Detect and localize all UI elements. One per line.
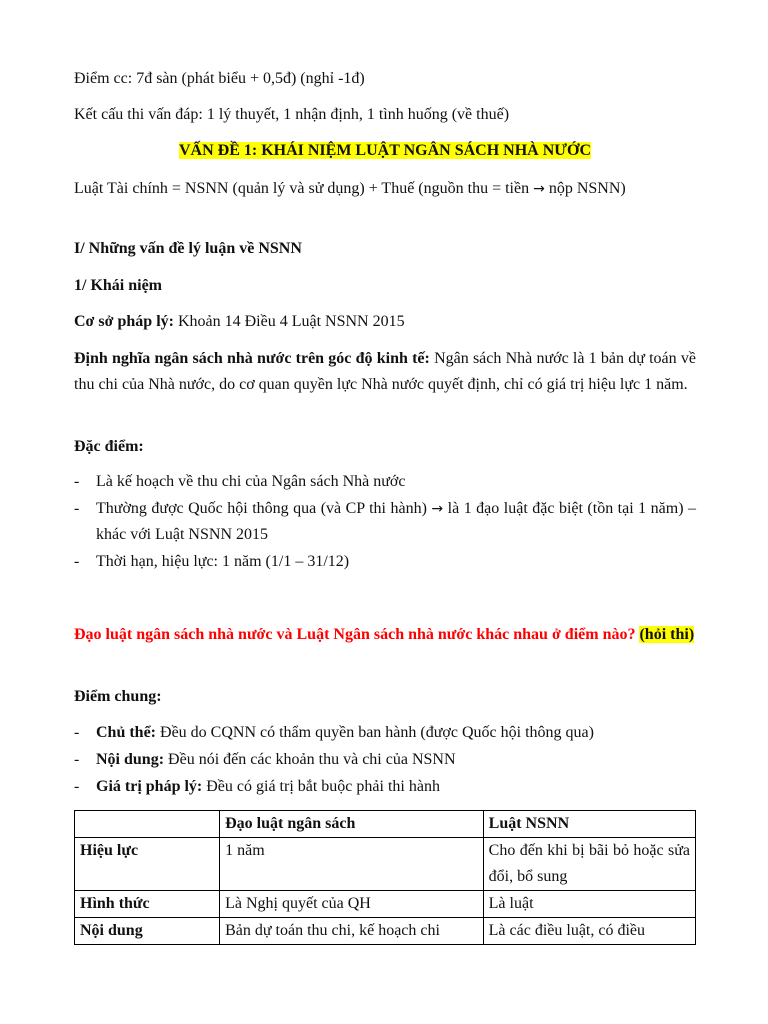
common-point-text: Đều do CQNN có thẩm quyền ban hành (được Quốc hội thông qua) [156, 724, 594, 741]
legal-basis [74, 309, 696, 335]
table-cell: Cho đến khi bị bãi bỏ hoặc sửa đổi, bổ sung [483, 838, 695, 891]
intro-paragraph [74, 176, 696, 202]
definition-label: Định nghĩa ngân sách nhà nước trên góc độ kinh tế: [74, 350, 430, 367]
table-header-cell [75, 811, 220, 838]
subsection-heading: 1/ Khái niệm [74, 277, 163, 294]
list-item [74, 720, 696, 746]
list-item [74, 496, 697, 548]
table-row-label: Hiệu lực [75, 838, 220, 891]
list-item [74, 469, 696, 495]
common-point-label: Nội dung: [96, 751, 165, 768]
table-cell: 1 năm [220, 838, 484, 891]
exam-question-tag: (hỏi thi) [639, 626, 695, 643]
common-point-label: Chủ thể: [96, 724, 157, 741]
table-cell: Là Nghị quyết của QH [220, 891, 484, 918]
list-item [74, 747, 696, 773]
table-cell: Là luật [483, 891, 695, 918]
table-header-row [75, 811, 696, 838]
features-heading: Đặc điểm: [74, 438, 144, 455]
table-row-label: Hình thức [75, 891, 220, 918]
feature-text: Là kế hoạch về thu chi của Ngân sách Nhà nước [96, 473, 406, 490]
bullet-dash: - [74, 778, 80, 795]
table-row-label: Nội dung [75, 918, 220, 945]
intro-after-arrow: nộp NSNN) [548, 180, 626, 197]
legal-basis-label: Cơ sở pháp lý: [74, 313, 174, 330]
common-points-heading: Điểm chung: [74, 688, 162, 705]
feature-text: Thời hạn, hiệu lực: 1 năm (1/1 – 31/12) [96, 553, 350, 570]
bullet-dash: - [74, 751, 80, 768]
right-arrow-icon: → [431, 501, 444, 517]
exam-question-text: Đạo luật ngân sách nhà nước và Luật Ngân sách nhà nước khác nhau ở điểm nào? [74, 626, 636, 643]
bullet-dash: - [74, 473, 80, 490]
bullet-dash: - [74, 553, 80, 570]
score-note: Điểm cc: 7đ sàn (phát biểu + 0,5đ) (nghỉ -1đ) [74, 70, 365, 87]
issue-title [74, 138, 696, 164]
table-header-cell: Đạo luật ngân sách [220, 811, 484, 838]
table-cell: Là các điều luật, có điều [483, 918, 695, 945]
bullet-dash: - [74, 724, 80, 741]
intro-before-arrow: Luật Tài chính = NSNN (quản lý và sử dụng) + Thuế (nguồn thu = tiền [74, 180, 530, 197]
right-arrow-icon: → [533, 181, 545, 197]
comparison-table [74, 810, 696, 945]
bullet-dash: - [74, 500, 80, 517]
issue-title-text: VẤN ĐỀ 1: KHÁI NIỆM LUẬT NGÂN SÁCH NHÀ NƯỚC [178, 142, 591, 159]
definition-text: Ngân sách Nhà nước là 1 bản dự toán về thu chi của Nhà nước, do cơ quan quyền lực Nhà nước quyết định, chỉ có giá trị hiệu lực 1 năm. [74, 350, 696, 393]
table-header-cell: Luật NSNN [483, 811, 695, 838]
exam-structure-note: Kết cấu thi vấn đáp: 1 lý thuyết, 1 nhận định, 1 tình huống (về thuế) [74, 106, 510, 123]
list-item [74, 774, 696, 800]
feature-text-before-arrow: Thường được Quốc hội thông qua (và CP thi hành) [96, 500, 427, 517]
legal-basis-text: Khoản 14 Điều 4 Luật NSNN 2015 [173, 313, 405, 330]
feature-text-after-arrow: là 1 đạo luật đặc biệt (tồn tại 1 năm) – khác với Luật NSNN 2015 [96, 500, 697, 543]
exam-question [74, 622, 696, 648]
common-point-label: Giá trị pháp lý: [96, 778, 203, 795]
common-point-text: Đều có giá trị bắt buộc phải thi hành [202, 778, 440, 795]
definition-paragraph [74, 346, 696, 398]
table-row [75, 918, 696, 945]
table-row [75, 891, 696, 918]
common-point-text: Đều nói đến các khoản thu và chi của NSNN [164, 751, 456, 768]
table-row [75, 838, 696, 891]
table-cell: Bản dự toán thu chi, kế hoạch chi [220, 918, 484, 945]
list-item [74, 549, 696, 575]
section-heading: I/ Những vấn đề lý luận về NSNN [74, 240, 302, 257]
